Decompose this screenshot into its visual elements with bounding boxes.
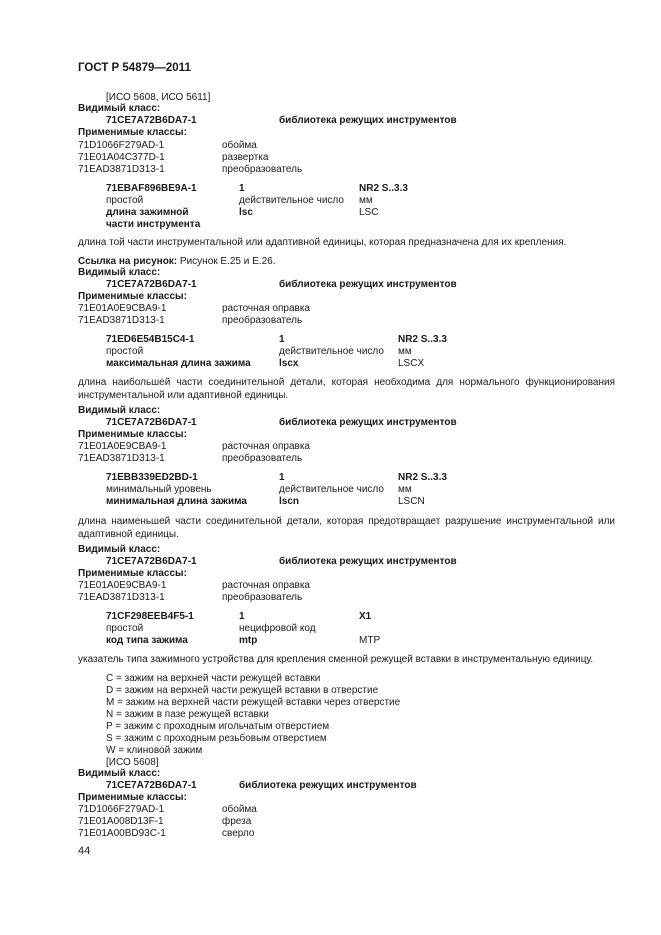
applicable-classes-label: Применимые классы: [78, 568, 187, 579]
visible-class-name: библиотека режущих инструментов [279, 417, 457, 428]
value-list-item: D = зажим на верхней части режущей вставки в отверстие [106, 685, 379, 696]
property-type: простой [106, 623, 144, 634]
visible-class-label: Видимый класс: [78, 768, 161, 779]
visible-class-name: библиотека режущих инструментов [239, 780, 417, 791]
iso-reference: [ИСО 5608] [106, 757, 159, 768]
applicable-classes-label: Применимые классы: [78, 291, 187, 302]
property-code: 71EBB339ED2BD-1 [106, 472, 198, 483]
applicable-class-code: 71E01A00BD93C-1 [78, 828, 166, 839]
property-symbol: mtp [239, 635, 258, 646]
applicable-classes-label: Применимые классы: [78, 127, 187, 138]
value-list-item: S = зажим с проходным резьбовым отверстием [106, 733, 327, 744]
value-list-item: M = зажим на верхней части режущей вставки через отверстие [106, 697, 401, 708]
property-version: 1 [239, 611, 245, 622]
property-name: минимальная длина зажима [106, 496, 247, 507]
applicable-class-code: 71E01A0E9CBA9-1 [78, 303, 167, 314]
property-unit: мм [398, 346, 412, 357]
applicable-classes-label: Применимые классы: [78, 429, 187, 440]
property-code: 71EBAF896BE9A-1 [106, 183, 197, 194]
visible-class-code: 71CE7A72B6DA7-1 [106, 279, 197, 290]
applicable-class-name: обойма [222, 140, 257, 151]
figure-reference-value: Рисунок Е.25 и Е.26. [177, 256, 276, 267]
applicable-class-code: 71D1066F279AD-1 [78, 140, 165, 151]
property-definition: длина наибольшей части соединительной детали, которая необходима для нормального функционирования инструментальной или адаптивной единицы. [78, 377, 615, 401]
visible-class-label: Видимый класс: [78, 103, 161, 114]
applicable-class-name: расточная оправка [222, 441, 310, 452]
property-symbol: lsc [239, 207, 253, 218]
property-name: длина зажимной [106, 207, 189, 218]
applicable-class-name: преобразователь [222, 164, 303, 175]
document-header: ГОСТ Р 54879—2011 [78, 62, 191, 74]
property-symbol: lscx [279, 358, 299, 369]
value-list-item: C = зажим на верхней части режущей вставки [106, 673, 321, 684]
visible-class-name: библиотека режущих инструментов [279, 279, 457, 290]
property-datatype: действительное число [279, 346, 384, 357]
applicable-class-name: сверло [222, 828, 255, 839]
applicable-class-code: 71E01A0E9CBA9-1 [78, 441, 167, 452]
applicable-class-code: 71EAD3871D313-1 [78, 164, 165, 175]
property-code-symbol: LSCN [398, 496, 425, 507]
property-format: X1 [359, 611, 372, 622]
property-definition: длина той части инструментальной или адаптивной единицы, которая предназначена для их крепления. [78, 237, 567, 248]
property-version: 1 [279, 334, 285, 345]
applicable-class-name: обойма [222, 804, 257, 815]
property-code-symbol: MTP [359, 635, 381, 646]
iso-reference: [ИСО 5608, ИСО 5611] [106, 92, 211, 103]
property-unit: мм [398, 484, 412, 495]
property-name-continued: части инструмента [106, 219, 201, 230]
visible-class-label: Видимый класс: [78, 544, 161, 555]
property-format: NR2 S..3.3 [398, 334, 447, 345]
property-name: код типа зажима [106, 635, 188, 646]
property-format: NR2 S..3.3 [359, 183, 408, 194]
applicable-classes-label: Применимые классы: [78, 792, 187, 803]
property-version: 1 [239, 183, 245, 194]
property-name: максимальная длина зажима [106, 358, 251, 369]
visible-class-code: 71CE7A72B6DA7-1 [106, 115, 197, 126]
applicable-class-name: преобразователь [222, 453, 303, 464]
applicable-class-code: 71E01A008D13F-1 [78, 816, 164, 827]
property-datatype: нецифровой код [239, 623, 316, 634]
visible-class-name: библиотека режущих инструментов [279, 115, 457, 126]
property-type: простой [106, 195, 144, 206]
visible-class-code: 71CE7A72B6DA7-1 [106, 556, 197, 567]
applicable-class-name: фреза [222, 816, 252, 827]
value-list-item: P = зажим с проходным игольчатым отверстием [106, 721, 330, 732]
applicable-class-code: 71EAD3871D313-1 [78, 453, 165, 464]
visible-class-label: Видимый класс: [78, 267, 161, 278]
value-list-item: N = зажим в пазе режущей вставки [106, 709, 269, 720]
property-symbol: lscn [279, 496, 300, 507]
property-version: 1 [279, 472, 285, 483]
property-type: простой [106, 346, 144, 357]
applicable-class-name: преобразователь [222, 592, 303, 603]
property-code: 71CF298EEB4F5-1 [106, 611, 194, 622]
applicable-class-name: расточная оправка [222, 580, 310, 591]
property-definition: указатель типа зажимного устройства для крепления сменной режущей вставки в инструментальную единицу. [78, 654, 594, 665]
applicable-class-name: развертка [222, 152, 269, 163]
visible-class-code: 71CE7A72B6DA7-1 [106, 780, 197, 791]
figure-reference-label: Ссылка на рисунок: [78, 256, 178, 267]
applicable-class-code: 71EAD3871D313-1 [78, 592, 165, 603]
visible-class-code: 71CE7A72B6DA7-1 [106, 417, 197, 428]
property-code: 71ED6E54B15C4-1 [106, 334, 195, 345]
visible-class-label: Видимый класс: [78, 405, 161, 416]
page-number: 44 [78, 845, 91, 857]
property-code-symbol: LSC [359, 207, 379, 218]
property-definition: длина наименьшей части соединительной детали, которая предотвращает разрушение инструментальной или адаптивной единицы. [78, 516, 615, 540]
visible-class-name: библиотека режущих инструментов [279, 556, 457, 567]
applicable-class-code: 71E01A04C377D-1 [78, 152, 165, 163]
applicable-class-code: 71D1066F279AD-1 [78, 804, 165, 815]
applicable-class-code: 71EAD3871D313-1 [78, 315, 165, 326]
applicable-class-name: расточная оправка [222, 303, 310, 314]
applicable-class-name: преобразователь [222, 315, 303, 326]
property-datatype: действительное число [279, 484, 384, 495]
property-code-symbol: LSCX [398, 358, 425, 369]
property-type: минимальный уровень [106, 484, 212, 495]
value-list-item: W = клиновой зажим [106, 745, 203, 756]
property-datatype: действительное число [239, 195, 344, 206]
property-unit: мм [359, 195, 373, 206]
property-format: NR2 S..3.3 [398, 472, 447, 483]
applicable-class-code: 71E01A0E9CBA9-1 [78, 580, 167, 591]
